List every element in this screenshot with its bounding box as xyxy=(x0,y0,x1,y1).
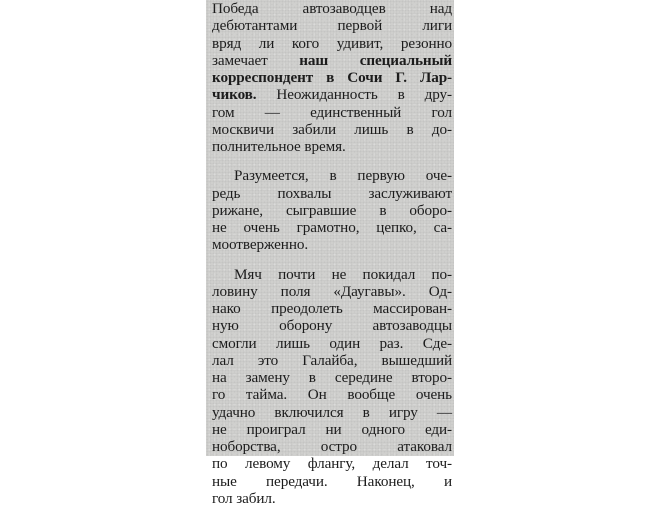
text-run: го тайма. Он вообще очень xyxy=(212,386,452,403)
text-run: Победа автозаводцев над xyxy=(212,0,452,17)
text-line xyxy=(212,438,452,455)
text-line xyxy=(212,138,452,155)
text-run: не очень грамотно, цепко, са- xyxy=(212,219,452,236)
text-line xyxy=(212,455,452,472)
text-line xyxy=(212,404,452,421)
text-run: замечает xyxy=(212,52,299,69)
bold-text-run: наш специальный xyxy=(299,52,452,69)
text-line xyxy=(212,421,452,438)
text-run: ную оборону автозаводцы xyxy=(212,317,452,334)
article-paragraph xyxy=(212,0,452,155)
text-run: по левому флангу, делал точ- xyxy=(212,455,452,472)
text-run: ловину поля «Даугавы». Од- xyxy=(212,283,452,300)
text-line xyxy=(212,52,452,69)
newspaper-clipping xyxy=(206,0,454,456)
text-line xyxy=(212,236,452,253)
text-line xyxy=(212,473,452,490)
text-line xyxy=(212,352,452,369)
text-run: ные передачи. Наконец, и xyxy=(212,473,452,490)
article-paragraph xyxy=(212,167,452,253)
text-run: редь похвалы заслуживают xyxy=(212,185,452,202)
text-run: ноборства, остро атаковал xyxy=(212,438,452,455)
text-run: смогли лишь один раз. Сде- xyxy=(212,335,452,352)
text-line xyxy=(212,335,452,352)
text-line xyxy=(212,490,452,507)
paragraph-gap xyxy=(212,155,452,167)
article-text-column xyxy=(212,0,452,507)
text-line xyxy=(212,369,452,386)
text-run: полнительное время. xyxy=(212,138,346,155)
text-line xyxy=(212,104,452,121)
text-run: москвичи забили лишь в до- xyxy=(212,121,452,138)
text-run: гол забил. xyxy=(212,490,276,507)
text-run: не проиграл ни одного еди- xyxy=(212,421,452,438)
article-paragraph xyxy=(212,266,452,507)
text-line xyxy=(212,17,452,34)
text-line xyxy=(212,185,452,202)
text-line xyxy=(212,0,452,17)
text-line xyxy=(212,283,452,300)
text-line xyxy=(212,121,452,138)
paragraph-gap xyxy=(212,254,452,266)
text-run: на замену в середине второ- xyxy=(212,369,452,386)
text-run: рижане, сыгравшие в оборо- xyxy=(212,202,452,219)
text-run: нако преодолеть массирован- xyxy=(212,300,452,317)
text-run: лал это Галайба, вышедший xyxy=(212,352,452,369)
text-run: гом — единственный гол xyxy=(212,104,452,121)
text-run: моотверженно. xyxy=(212,236,308,253)
text-run: удачно включился в игру — xyxy=(212,404,452,421)
text-run: Неожиданность в дру- xyxy=(256,86,452,103)
text-line xyxy=(212,69,452,86)
text-run: Мяч почти не покидал по- xyxy=(234,266,452,283)
text-line xyxy=(212,86,452,103)
text-run: дебютантами первой лиги xyxy=(212,17,452,34)
bold-text-run: корреспондент в Сочи Г. Лар- xyxy=(212,69,452,86)
text-line xyxy=(212,317,452,334)
text-run: вряд ли кого удивит, резонно xyxy=(212,35,452,52)
text-line xyxy=(212,266,452,283)
text-line xyxy=(212,202,452,219)
text-line xyxy=(212,35,452,52)
text-line xyxy=(212,219,452,236)
text-run: Разумеется, в первую оче- xyxy=(234,167,452,184)
text-line xyxy=(212,167,452,184)
text-line xyxy=(212,386,452,403)
text-line xyxy=(212,300,452,317)
bold-text-run: чиков. xyxy=(212,86,256,103)
